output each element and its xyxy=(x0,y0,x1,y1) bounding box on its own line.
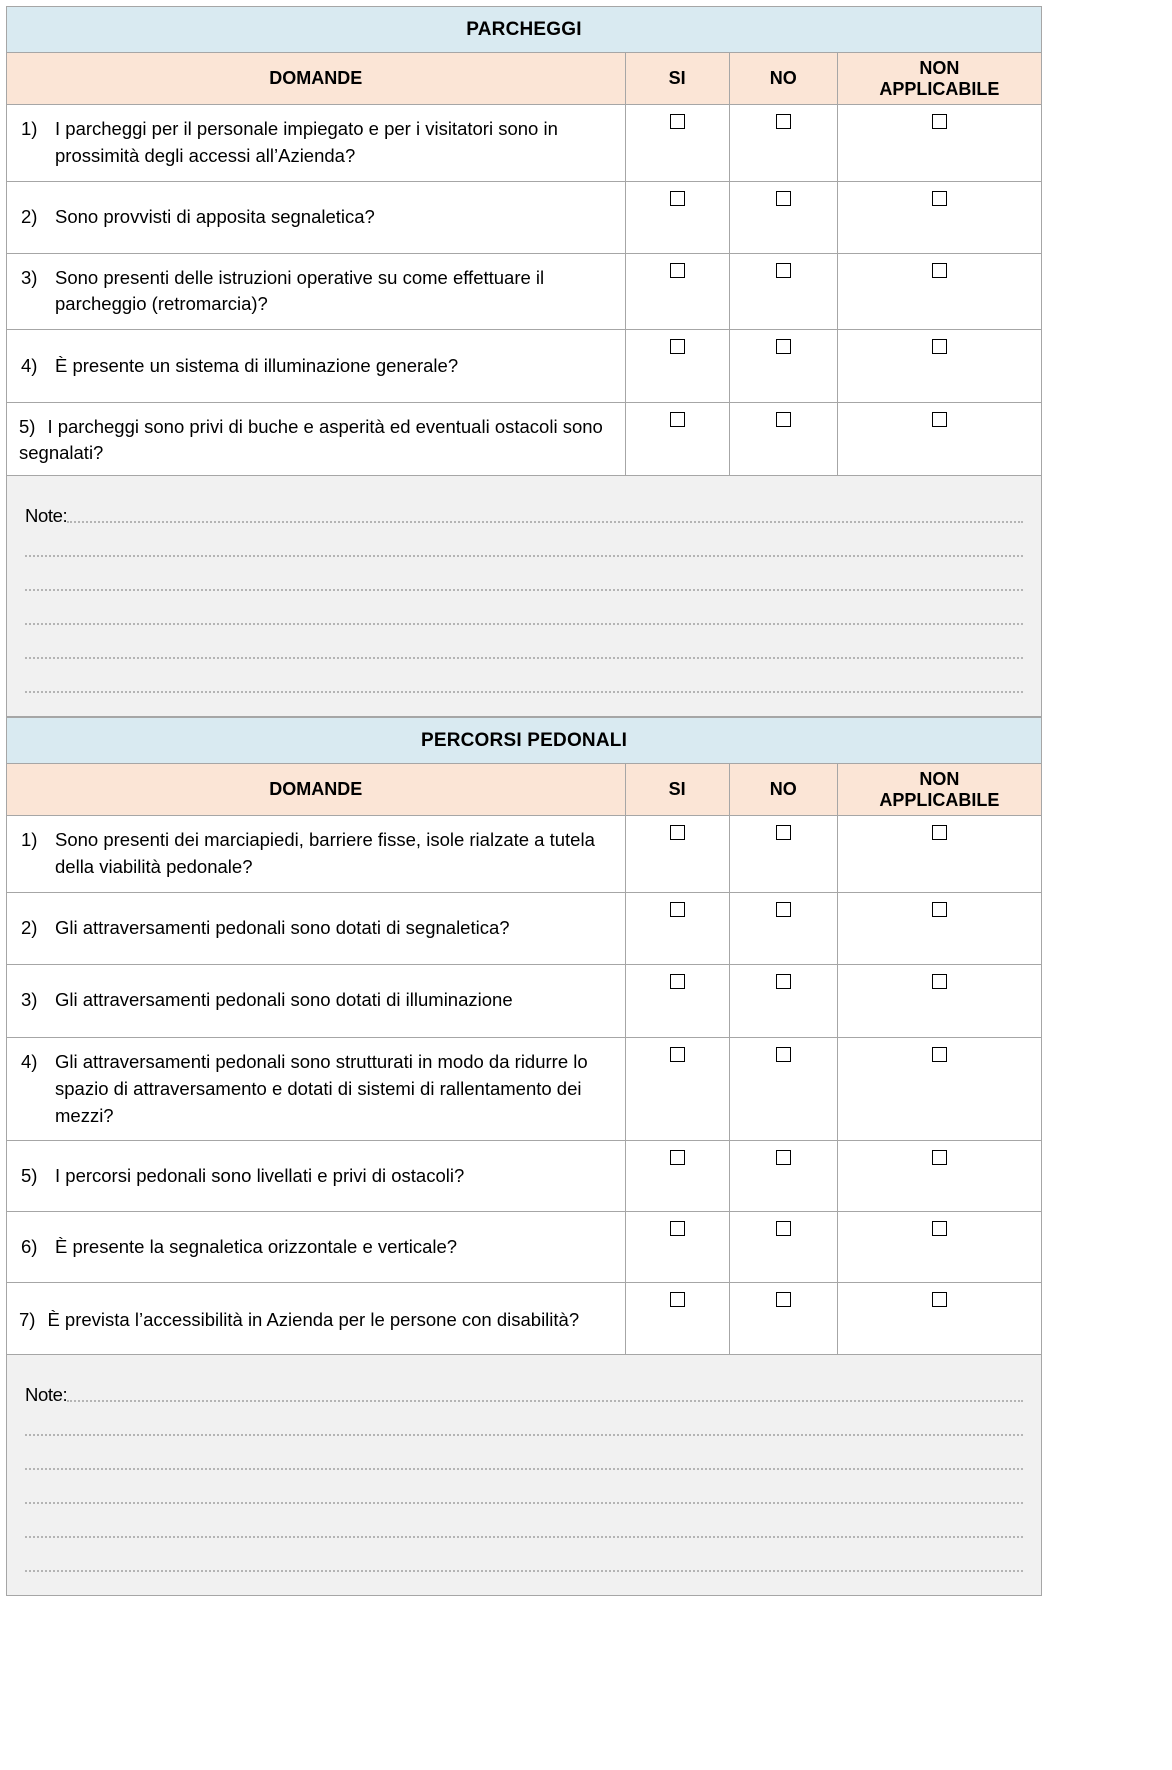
answer-cell-non-applicabile[interactable] xyxy=(837,816,1041,893)
question-cell xyxy=(7,181,626,253)
section-title-parcheggi: PARCHEGGI xyxy=(7,7,1042,53)
notes-line[interactable] xyxy=(25,492,1023,526)
notes-line[interactable] xyxy=(25,594,1023,628)
checkbox-no[interactable] xyxy=(776,191,791,206)
checkbox-si[interactable] xyxy=(670,1221,685,1236)
question-cell xyxy=(7,964,626,1037)
checkbox-si[interactable] xyxy=(670,902,685,917)
checkbox-non-applicabile[interactable] xyxy=(932,974,947,989)
table-row xyxy=(7,330,1042,403)
answer-cell-non-applicabile[interactable] xyxy=(837,1141,1041,1212)
table-row xyxy=(7,403,1042,476)
notes-dotted-line[interactable] xyxy=(25,1536,1023,1538)
notes-block-parcheggi[interactable] xyxy=(6,476,1042,717)
question-number: 2) xyxy=(21,916,38,938)
notes-dotted-line[interactable] xyxy=(25,657,1023,659)
checkbox-no[interactable] xyxy=(776,263,791,278)
column-header-row xyxy=(7,53,1042,105)
question-cell xyxy=(7,892,626,964)
section-title-percorsi-pedonali: PERCORSI PEDONALI xyxy=(7,718,1042,764)
checkbox-non-applicabile[interactable] xyxy=(932,412,947,427)
checkbox-non-applicabile[interactable] xyxy=(932,1150,947,1165)
table-row xyxy=(7,1141,1042,1212)
table-row xyxy=(7,1037,1042,1140)
question-text: Sono presenti delle istruzioni operative su come effettuare il parcheggio (retromarcia)? xyxy=(55,266,545,315)
answer-cell-non-applicabile[interactable] xyxy=(837,330,1041,403)
notes-line[interactable] xyxy=(25,1371,1023,1405)
question-number: 3) xyxy=(21,989,38,1011)
question-cell xyxy=(7,105,626,182)
question-number: 4) xyxy=(21,354,38,376)
notes-dotted-line[interactable] xyxy=(25,1502,1023,1504)
checkbox-non-applicabile[interactable] xyxy=(932,114,947,129)
question-cell xyxy=(7,816,626,893)
answer-cell-si[interactable] xyxy=(625,816,729,893)
checkbox-si[interactable] xyxy=(670,114,685,129)
table-row xyxy=(7,181,1042,253)
checkbox-no[interactable] xyxy=(776,339,791,354)
notes-line[interactable] xyxy=(25,560,1023,594)
column-header-domande: DOMANDE xyxy=(7,53,626,105)
column-header-non-applicabile-line1: NON xyxy=(919,769,960,790)
question-cell xyxy=(7,1141,626,1212)
checkbox-si[interactable] xyxy=(670,1150,685,1165)
answer-cell-non-applicabile[interactable] xyxy=(837,105,1041,182)
answer-cell-non-applicabile[interactable] xyxy=(837,1283,1041,1355)
question-number: 1) xyxy=(21,829,38,851)
checkbox-si[interactable] xyxy=(670,825,685,840)
checkbox-si[interactable] xyxy=(670,974,685,989)
column-header-non-applicabile-line2: APPLICABILE xyxy=(879,78,1000,99)
checkbox-no[interactable] xyxy=(776,1047,791,1062)
question-text: È presente un sistema di illuminazione generale? xyxy=(55,354,459,376)
notes-dotted-line[interactable] xyxy=(25,623,1023,625)
checkbox-no[interactable] xyxy=(776,412,791,427)
question-cell xyxy=(7,330,626,403)
answer-cell-non-applicabile[interactable] xyxy=(837,253,1041,330)
notes-line[interactable] xyxy=(25,526,1023,560)
notes-line[interactable] xyxy=(25,628,1023,662)
column-header-si: SI xyxy=(625,53,729,105)
table-row xyxy=(7,816,1042,893)
checkbox-no[interactable] xyxy=(776,1221,791,1236)
question-cell xyxy=(7,1037,626,1140)
notes-line[interactable] xyxy=(25,1405,1023,1439)
notes-line[interactable] xyxy=(25,1541,1023,1575)
question-text: I percorsi pedonali sono livellati e privi di ostacoli? xyxy=(55,1164,465,1186)
question-number: 6) xyxy=(21,1235,38,1257)
question-cell xyxy=(7,1283,626,1355)
answer-cell-no[interactable] xyxy=(729,1037,837,1140)
question-number: 7) xyxy=(19,1308,36,1330)
question-text: I parcheggi per il personale impiegato e per i visitatori sono in prossimità degli accessi all’Azienda? xyxy=(55,118,558,166)
answer-cell-si[interactable] xyxy=(625,181,729,253)
notes-line[interactable] xyxy=(25,1507,1023,1541)
answer-cell-no[interactable] xyxy=(729,253,837,330)
answer-cell-si[interactable] xyxy=(625,1141,729,1212)
question-number: 4) xyxy=(21,1050,38,1072)
question-number: 5) xyxy=(21,1164,38,1186)
notes-dotted-line[interactable] xyxy=(67,521,1023,523)
notes-block-percorsi-pedonali[interactable] xyxy=(6,1355,1042,1596)
notes-dotted-line[interactable] xyxy=(25,691,1023,693)
column-header-si: SI xyxy=(625,764,729,816)
checklist-table-percorsi-pedonali xyxy=(6,717,1042,1355)
answer-cell-si[interactable] xyxy=(625,1037,729,1140)
column-header-domande: DOMANDE xyxy=(7,764,626,816)
checkbox-non-applicabile[interactable] xyxy=(932,1047,947,1062)
column-header-non-applicabile xyxy=(837,764,1041,816)
column-header-non-applicabile-line1: NON xyxy=(919,57,960,78)
answer-cell-non-applicabile[interactable] xyxy=(837,181,1041,253)
answer-cell-no[interactable] xyxy=(729,1283,837,1355)
checkbox-non-applicabile[interactable] xyxy=(932,191,947,206)
question-text: Sono provvisti di apposita segnaletica? xyxy=(55,205,375,227)
answer-cell-no[interactable] xyxy=(729,403,837,476)
table-row xyxy=(7,1212,1042,1283)
answer-cell-non-applicabile[interactable] xyxy=(837,964,1041,1037)
answer-cell-si[interactable] xyxy=(625,330,729,403)
answer-cell-no[interactable] xyxy=(729,892,837,964)
checkbox-no[interactable] xyxy=(776,902,791,917)
checkbox-si[interactable] xyxy=(670,339,685,354)
answer-cell-si[interactable] xyxy=(625,105,729,182)
notes-label: Note: xyxy=(25,1383,68,1405)
answer-cell-si[interactable] xyxy=(625,253,729,330)
answer-cell-no[interactable] xyxy=(729,105,837,182)
answer-cell-no[interactable] xyxy=(729,816,837,893)
table-row xyxy=(7,892,1042,964)
question-cell xyxy=(7,1212,626,1283)
checkbox-non-applicabile[interactable] xyxy=(932,339,947,354)
checkbox-si[interactable] xyxy=(670,412,685,427)
checkbox-no[interactable] xyxy=(776,1150,791,1165)
question-number: 1) xyxy=(21,118,38,139)
section-header-row xyxy=(7,7,1042,53)
answer-cell-no[interactable] xyxy=(729,330,837,403)
notes-line[interactable] xyxy=(25,662,1023,696)
answer-cell-non-applicabile[interactable] xyxy=(837,1212,1041,1283)
checkbox-si[interactable] xyxy=(670,263,685,278)
answer-cell-si[interactable] xyxy=(625,964,729,1037)
table-row xyxy=(7,964,1042,1037)
answer-cell-si[interactable] xyxy=(625,1212,729,1283)
answer-cell-non-applicabile[interactable] xyxy=(837,892,1041,964)
question-text: Sono presenti dei marciapiedi, barriere fisse, isole rialzate a tutela della viabilità pedonale? xyxy=(55,829,595,878)
table-row xyxy=(7,1283,1042,1355)
answer-cell-no[interactable] xyxy=(729,1212,837,1283)
question-text: Gli attraversamenti pedonali sono dotati di illuminazione xyxy=(55,989,513,1011)
answer-cell-no[interactable] xyxy=(729,1141,837,1212)
notes-dotted-line[interactable] xyxy=(25,555,1023,557)
question-number: 2) xyxy=(21,205,38,227)
question-text: Gli attraversamenti pedonali sono strutturati in modo da ridurre lo spazio di attraversamento e dotati di sistemi di rallentamento dei mezzi? xyxy=(55,1050,588,1126)
checkbox-non-applicabile[interactable] xyxy=(932,825,947,840)
notes-line[interactable] xyxy=(25,1473,1023,1507)
question-text: È prevista l’accessibilità in Azienda per le persone con disabilità? xyxy=(47,1308,580,1330)
answer-cell-no[interactable] xyxy=(729,964,837,1037)
checkbox-non-applicabile[interactable] xyxy=(932,263,947,278)
checklist-table-parcheggi xyxy=(6,6,1042,476)
checkbox-si[interactable] xyxy=(670,191,685,206)
notes-dotted-line[interactable] xyxy=(25,1434,1023,1436)
table-row xyxy=(7,253,1042,330)
column-header-non-applicabile xyxy=(837,53,1041,105)
column-header-non-applicabile-line2: APPLICABILE xyxy=(879,789,1000,810)
answer-cell-si[interactable] xyxy=(625,892,729,964)
column-header-row xyxy=(7,764,1042,816)
checkbox-no[interactable] xyxy=(776,114,791,129)
checkbox-non-applicabile[interactable] xyxy=(932,902,947,917)
answer-cell-non-applicabile[interactable] xyxy=(837,1037,1041,1140)
question-text: Gli attraversamenti pedonali sono dotati di segnaletica? xyxy=(55,916,510,938)
question-text: I parcheggi sono privi di buche e asperità ed eventuali ostacoli sono segnalati? xyxy=(19,416,603,464)
notes-line[interactable] xyxy=(25,1439,1023,1473)
column-header-no: NO xyxy=(729,764,837,816)
question-number: 5) xyxy=(19,416,36,438)
checkbox-no[interactable] xyxy=(776,825,791,840)
question-text: È presente la segnaletica orizzontale e verticale? xyxy=(55,1235,458,1257)
notes-dotted-line[interactable] xyxy=(25,589,1023,591)
checkbox-no[interactable] xyxy=(776,974,791,989)
notes-label: Note: xyxy=(25,504,68,526)
column-header-no: NO xyxy=(729,53,837,105)
question-number: 3) xyxy=(21,266,38,288)
answer-cell-si[interactable] xyxy=(625,403,729,476)
answer-cell-non-applicabile[interactable] xyxy=(837,403,1041,476)
notes-dotted-line[interactable] xyxy=(25,1570,1023,1572)
notes-dotted-line[interactable] xyxy=(67,1400,1023,1402)
checkbox-non-applicabile[interactable] xyxy=(932,1221,947,1236)
checkbox-no[interactable] xyxy=(776,1292,791,1307)
checkbox-non-applicabile[interactable] xyxy=(932,1292,947,1307)
answer-cell-si[interactable] xyxy=(625,1283,729,1355)
notes-dotted-line[interactable] xyxy=(25,1468,1023,1470)
question-cell xyxy=(7,253,626,330)
table-row xyxy=(7,105,1042,182)
section-header-row xyxy=(7,718,1042,764)
checkbox-si[interactable] xyxy=(670,1292,685,1307)
checkbox-si[interactable] xyxy=(670,1047,685,1062)
answer-cell-no[interactable] xyxy=(729,181,837,253)
question-cell xyxy=(7,403,626,476)
